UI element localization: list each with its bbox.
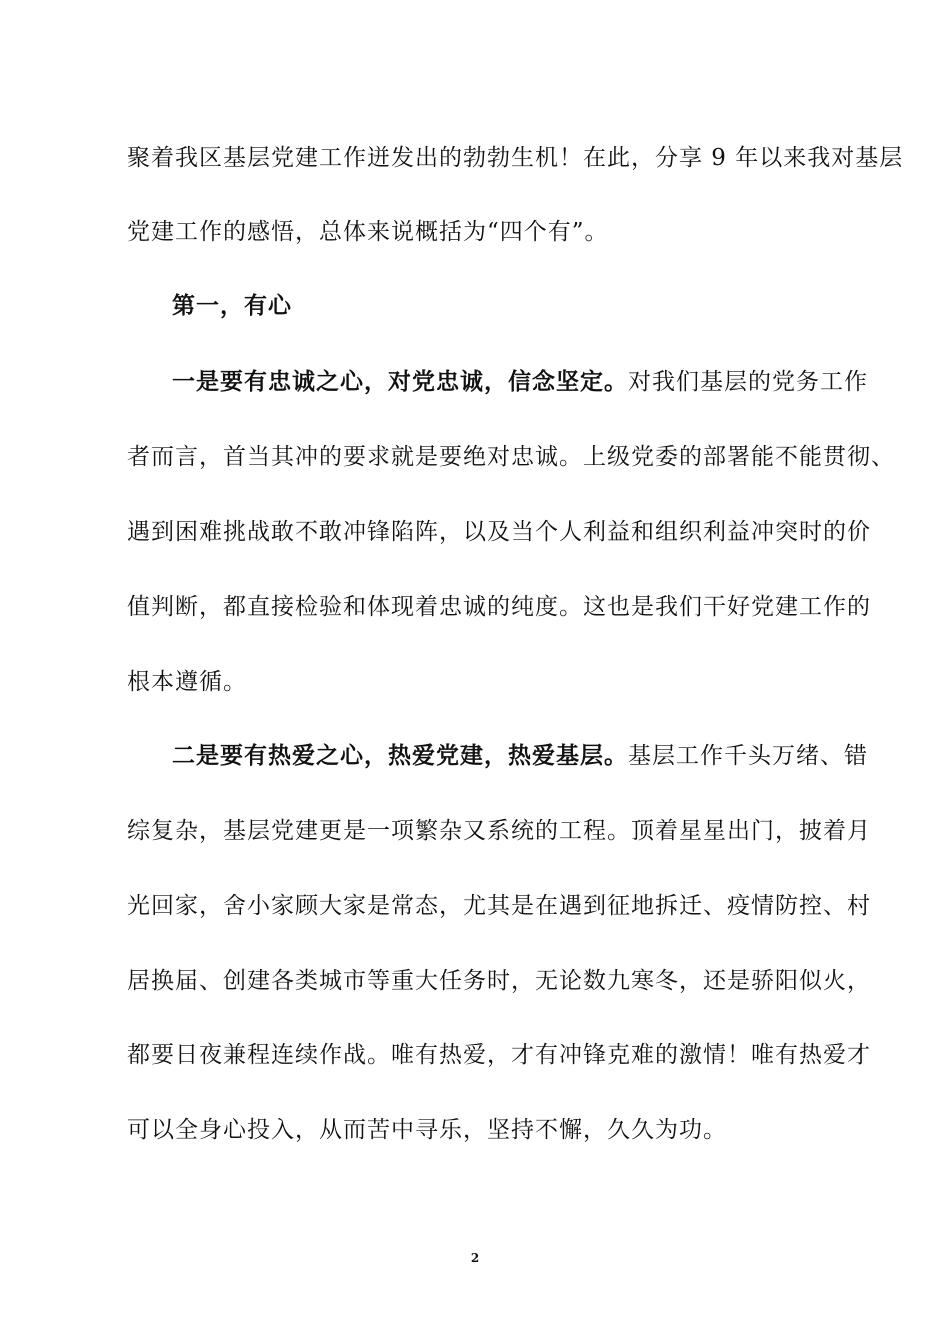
- paragraph-line: 光回家，舍小家顾大家是常态，尤其是在遇到征地拆迁、疫情防控、村: [127, 893, 871, 919]
- paragraph-line: 可以全身心投入，从而苦中寻乐，坚持不懈，久久为功。: [127, 1117, 727, 1143]
- bold-lead-sentence: 一是要有忠诚之心，对党忠诚，信念坚定。: [172, 368, 628, 395]
- page-number: 2: [470, 1251, 480, 1265]
- paragraph-line: [172, 741, 892, 771]
- paragraph-line: 党建工作的感悟，总体来说概括为“四个有”。: [127, 219, 609, 245]
- paragraph-text: 基层工作千头万绪、错: [628, 743, 868, 769]
- paragraph-line: 值判断，都直接检验和体现着忠诚的纯度。这也是我们干好党建工作的: [127, 594, 871, 620]
- bold-lead-sentence: 二是要有热爱之心，热爱党建，热爱基层。: [172, 742, 628, 769]
- paragraph-line: [172, 367, 892, 397]
- paragraph-line: 居换届、创建各类城市等重大任务时，无论数九寒冬，还是骄阳似火，: [127, 968, 871, 994]
- paragraph-line: 遇到困难挑战敢不敢冲锋陷阵，以及当个人利益和组织利益冲突时的价: [127, 519, 871, 545]
- paragraph-line: 都要日夜兼程连续作战。唯有热爱，才有冲锋克难的激情！唯有热爱才: [127, 1042, 871, 1068]
- section-heading: 第一，有心: [172, 292, 292, 319]
- paragraph-line: 根本遵循。: [127, 669, 247, 695]
- paragraph-line: 聚着我区基层党建工作迸发出的勃勃生机！在此，分享 9 年以来我对基层: [127, 145, 904, 171]
- paragraph-line: 综复杂，基层党建更是一项繁杂又系统的工程。顶着星星出门，披着月: [127, 818, 871, 844]
- paragraph-line: 者而言，首当其冲的要求就是要绝对忠诚。上级党委的部署能不能贯彻、: [127, 444, 895, 470]
- paragraph-text: 对我们基层的党务工作: [628, 369, 868, 395]
